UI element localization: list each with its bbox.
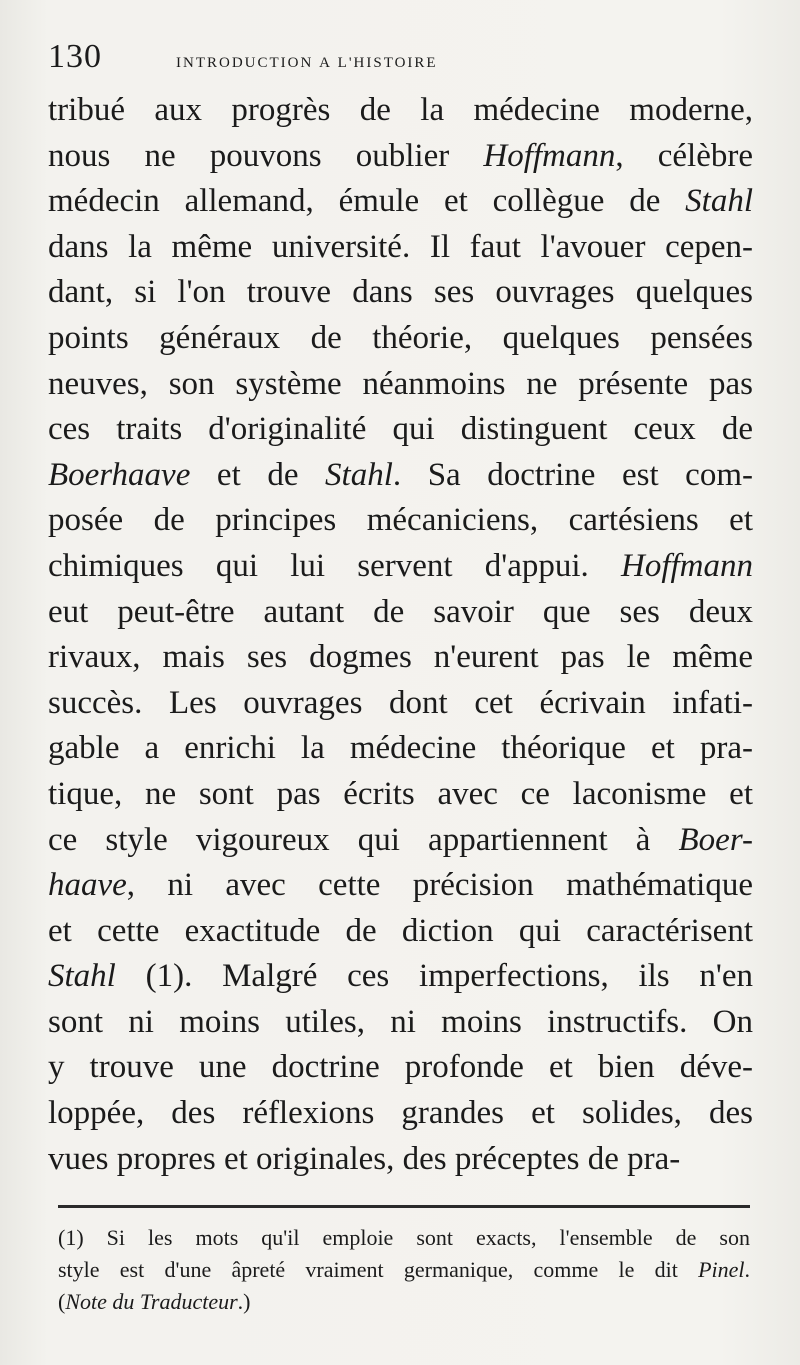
text-line: eut peut-être autant de savoir que ses deux bbox=[48, 593, 753, 630]
text-line: Stahl (1). Malgré ces imperfections, ils n'en bbox=[48, 958, 753, 995]
text-line: dant, si l'on trouve dans ses ouvrages quelques bbox=[48, 274, 753, 311]
text-line: ces traits d'originalité qui distinguent ceux de bbox=[48, 411, 753, 448]
text-line: y trouve une doctrine profonde et bien déve- bbox=[48, 1049, 753, 1086]
text-line: haave, ni avec cette précision mathématique bbox=[48, 867, 753, 904]
text-line: dans la même université. Il faut l'avouer cepen- bbox=[48, 228, 753, 265]
footnote-line: style est d'une âpreté vraiment germanique, comme le dit Pinel. bbox=[58, 1257, 750, 1282]
text-line: points généraux de théorie, quelques pensées bbox=[48, 319, 753, 356]
body-text bbox=[48, 88, 753, 1182]
footnote-divider bbox=[58, 1205, 750, 1208]
text-line: ce style vigoureux qui appartiennent à Boer- bbox=[48, 821, 753, 858]
footnote-line: (Note du Traducteur.) bbox=[58, 1289, 251, 1314]
footnote-line: (1) Si les mots qu'il emploie sont exacts, l'ensemble de son bbox=[58, 1225, 750, 1250]
text-line: rivaux, mais ses dogmes n'eurent pas le même bbox=[48, 639, 753, 676]
text-line: sont ni moins utiles, ni moins instructifs. On bbox=[48, 1003, 753, 1040]
text-line: neuves, son système néanmoins ne présente pas bbox=[48, 365, 753, 402]
text-line: Boerhaave et de Stahl. Sa doctrine est com- bbox=[48, 456, 753, 493]
page-number: 130 bbox=[48, 38, 102, 75]
page-header bbox=[48, 38, 748, 88]
text-line: chimiques qui lui servent d'appui. Hoffmann bbox=[48, 547, 753, 584]
text-line: succès. Les ouvrages dont cet écrivain infati- bbox=[48, 684, 753, 721]
running-title: introduction a l'histoire bbox=[176, 48, 438, 72]
text-line: tribué aux progrès de la médecine moderne, bbox=[48, 92, 753, 128]
text-line: vues propres et originales, des préceptes de pra- bbox=[48, 1140, 681, 1177]
text-line: médecin allemand, émule et collègue de Stahl bbox=[48, 183, 753, 220]
text-line: gable a enrichi la médecine théorique et pra- bbox=[48, 730, 753, 767]
text-line: loppée, des réflexions grandes et solides, des bbox=[48, 1095, 753, 1132]
text-line: tique, ne sont pas écrits avec ce laconisme et bbox=[48, 775, 753, 812]
text-line: et cette exactitude de diction qui caractérisent bbox=[48, 912, 753, 949]
footnote bbox=[58, 1222, 750, 1318]
text-line: nous ne pouvons oublier Hoffmann, célèbre bbox=[48, 137, 753, 174]
text-line: posée de principes mécaniciens, cartésiens et bbox=[48, 502, 753, 539]
